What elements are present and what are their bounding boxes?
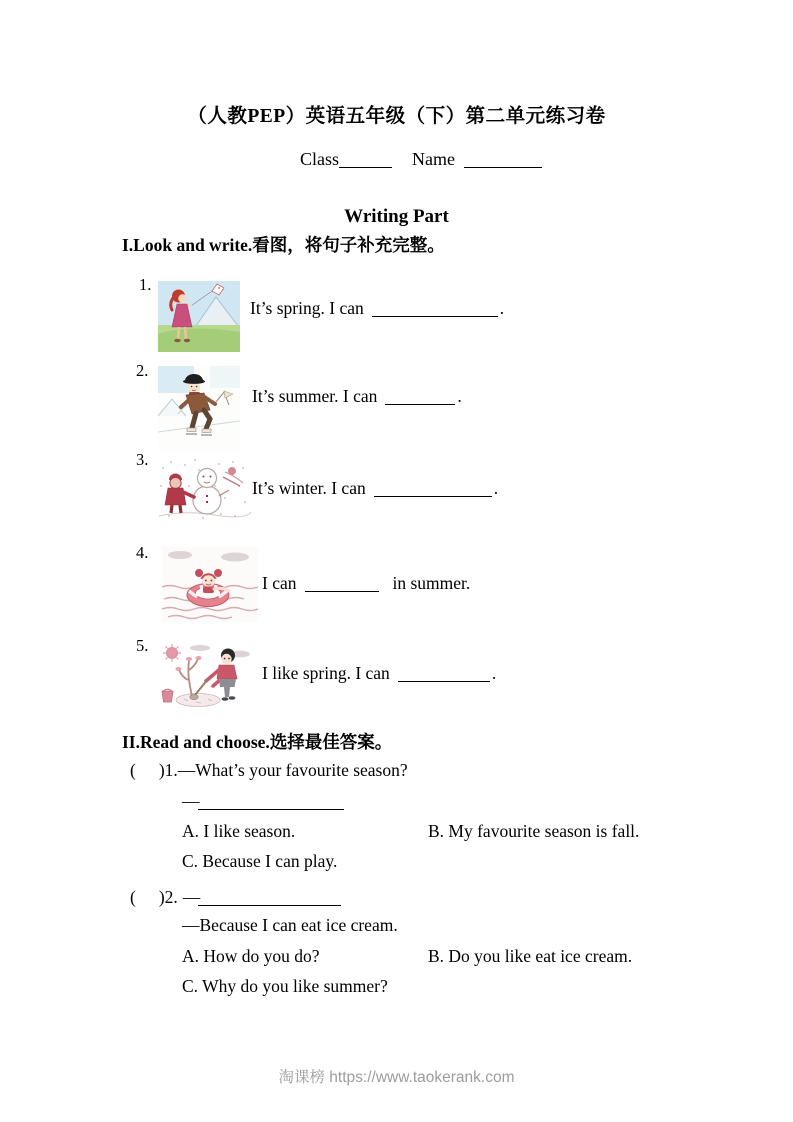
item4-image — [162, 547, 258, 622]
class-name-row — [300, 146, 542, 172]
page-title: （人教PEP）英语五年级（下）第二单元练习卷 — [187, 106, 606, 127]
item2-number: 2. — [136, 361, 149, 380]
name-label: Name — [412, 149, 455, 169]
item5-period: . — [491, 663, 497, 683]
name-blank — [464, 151, 542, 168]
item2-sentence — [252, 383, 462, 409]
class-blank — [339, 151, 392, 168]
item3-number: 3. — [136, 450, 149, 469]
question2-line — [130, 884, 341, 910]
item5-text: I like spring. I can — [262, 663, 390, 683]
question1-option-a: A. I like season. — [182, 821, 296, 841]
child-making-snowman-illustration — [155, 456, 252, 525]
question2-dash: — — [182, 887, 201, 907]
section1-title-zh: 看图，将句子补充完整。 — [252, 235, 445, 255]
item1-period: . — [499, 298, 505, 318]
item3-blank — [374, 480, 492, 497]
question2-paren-open: ( — [130, 887, 136, 907]
question1-answer-line — [182, 788, 344, 814]
question1-line — [130, 757, 408, 783]
item5-image — [156, 641, 254, 712]
item2-text: It’s summer. I can — [252, 386, 378, 406]
question1-answer-blank — [198, 793, 344, 810]
section2-title-en: II.Read and choose. — [122, 732, 270, 752]
item1-sentence — [250, 295, 504, 321]
question1-label: )1. — [158, 760, 178, 780]
item4-text: I can — [262, 573, 297, 593]
item2-period: . — [457, 386, 462, 406]
question1-option-b: B. My favourite season is fall. — [428, 821, 640, 841]
question2-label: )2. — [158, 887, 178, 907]
question2-option-b: B. Do you like eat ice cream. — [428, 946, 633, 966]
writing-part-heading: Writing Part — [344, 206, 449, 227]
question1-answer-dash: — — [182, 791, 200, 811]
item3-sentence — [252, 475, 498, 501]
item1-image — [158, 281, 240, 352]
item5-number: 5. — [136, 636, 149, 655]
section2-title-zh: 选择最佳答案。 — [269, 732, 393, 752]
item3-period: . — [493, 478, 499, 498]
item2-blank — [385, 388, 455, 405]
question1-option-c: C. Because I can play. — [182, 851, 338, 871]
item4-tail: in summer. — [392, 573, 471, 593]
footer-credit: 淘课榜 https://www.taokerank.com — [278, 1069, 515, 1086]
item1-number: 1. — [139, 275, 152, 294]
question1-paren-open: ( — [130, 760, 136, 780]
item4-sentence — [262, 570, 470, 596]
item5-sentence — [262, 660, 496, 686]
section1-heading — [122, 232, 445, 258]
item1-text: It’s spring. I can — [250, 298, 364, 318]
section1-title-en: I.Look and write. — [122, 235, 253, 255]
class-label: Class — [300, 149, 340, 169]
question2-option-a: A. How do you do? — [182, 946, 320, 966]
question2-blank — [198, 889, 341, 906]
question1-prompt: —What’s your favourite season? — [177, 760, 408, 780]
item5-blank — [398, 665, 490, 682]
question2-option-c: C. Why do you like summer? — [182, 976, 388, 996]
item3-text: It’s winter. I can — [252, 478, 366, 498]
question2-response: —Because I can eat ice cream. — [182, 915, 398, 935]
section2-heading — [122, 729, 392, 755]
item1-blank — [372, 300, 498, 317]
girl-swimming-float-ring-illustration — [162, 547, 258, 622]
boy-ice-skating-illustration — [158, 366, 240, 451]
item4-blank — [305, 575, 379, 592]
item3-image — [155, 456, 252, 525]
boy-planting-tree-illustration — [156, 641, 254, 712]
item2-image — [158, 366, 240, 451]
girl-flying-kite-illustration — [158, 281, 240, 352]
item4-number: 4. — [136, 543, 149, 562]
